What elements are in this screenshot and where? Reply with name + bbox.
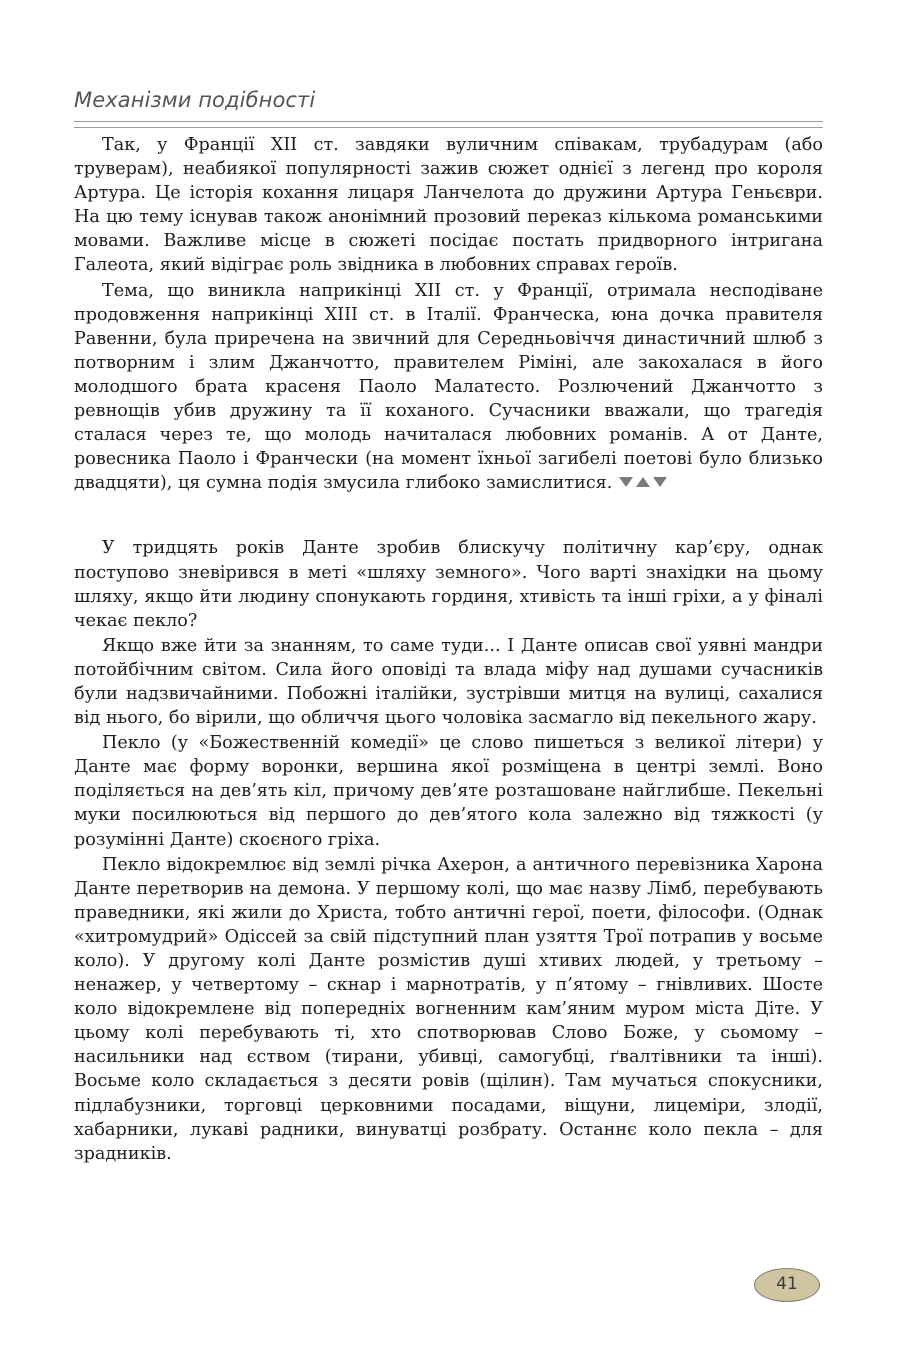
section-gap	[74, 496, 823, 536]
paragraph-circles: Пекло відокремлює від землі річка Ахерон, а античного перевізника Харона Данте перетворив на демона. У першому колі, що має назву Лімб, перебувають праведники, які жили до Христа, тобто античні герої, поети, філософи. (Однак «хитромудрий» Одіссей за свій підступний план узяття Трої потрапив у восьме коло). У другому колі Данте розмістив душі хтивих людей, у третьому – ненажер, у четвертому – скнар і марнотратів, у п’ятому – гнівливих. Шосте коло відокремлене від попередніх вогненним кам’яним муром міста Діте. У цьому колі перебувають ті, хто спотворював Слово Боже, у сьомому – насильники над єством (тирани, убивці, самогубці, ґвалтівники та інші). Восьме коло складається з десяти ровів (щілин). Там мучаться спокусники, підлабузники, торговці церковними посадами, віщуни, лицеміри, злодії, хабарники, лукаві радники, винуватці розбрату. Останнє коло пекла – для зрадників.	[74, 854, 823, 1164]
paragraph-afterlife: Якщо вже йти за знанням, то саме туди... І Данте описав свої уявні мандри потойбічним світом. Сила його оповіді та влада міфу над душами сучасників були надзвичайними. Побожні італійки, зустрівши митця на вулиці, сахалися від нього, бо вірили, що обличчя цього чоловіка засмагло від пекельного жару.	[74, 635, 823, 729]
paragraph-francesca-text: Тема, що виникла наприкінці XII ст. у Франції, отримала несподіване продовження наприкінці XIII ст. в Італії. Франческа, юна дочка правителя Равенни, була приречена на звичний для Середньовіччя династичний шлюб з потворним і злим Джанчотто, правителем Ріміні, але закохалася в його молодшого брата красеня Паоло Малатесто. Розлючений Джанчотто з ревнощів убив дружину та її коханого. Сучасники вважали, що трагедія сталася через те, що молодь начиталася любовних романів. А от Данте, ровесника Паоло і Франчески (на момент їхньої загибелі поетові було близько двадцяти), ця сумна подія змусила глибоко замислитися.	[74, 280, 823, 494]
paragraph-francesca	[74, 279, 823, 496]
running-header-title: Механізми подібності	[74, 88, 316, 112]
three-triangles-icon	[618, 475, 668, 488]
paragraph-hell-shape: Пекло (у «Божественній комедії» це слово пишеться з великої літери) у Данте має форму воронки, вершина якої розміщена в центрі землі. Воно поділяється на дев’ять кіл, причому дев’яте розташоване найглибше. Пекельні муки посилюються від першого до дев’ятого кола залежно від тяжкості (у розумінні Данте) скоєного гріха.	[74, 733, 823, 850]
page-number-badge	[754, 1268, 820, 1302]
main-text	[74, 133, 823, 1167]
header-rule	[74, 121, 823, 128]
page-number: 41	[776, 1274, 798, 1294]
paragraph-career: У тридцять років Данте зробив блискучу політичну кар’єру, однак поступово зневірився в меті «шляху земного». Чого варті знахідки на цьому шляху, якщо йти людину спонукають гординя, хтивість та інші гріхи, а у фіналі чекає пекло?	[74, 538, 823, 631]
paragraph-troubadours: Так, у Франції XII ст. завдяки вуличним співакам, трубадурам (або труверам), неабиякої популярності зажив сюжет однієї з легенд про короля Артура. Це історія кохання лицаря Ланчелота до дружини Артура Геньєври. На цю тему існував також анонімний прозовий переказ кількома романськими мовами. Важливе місце в сюжеті посідає постать придворного інтригана Галеота, який відіграє роль звідника в любовних справах героїв.	[74, 135, 823, 276]
